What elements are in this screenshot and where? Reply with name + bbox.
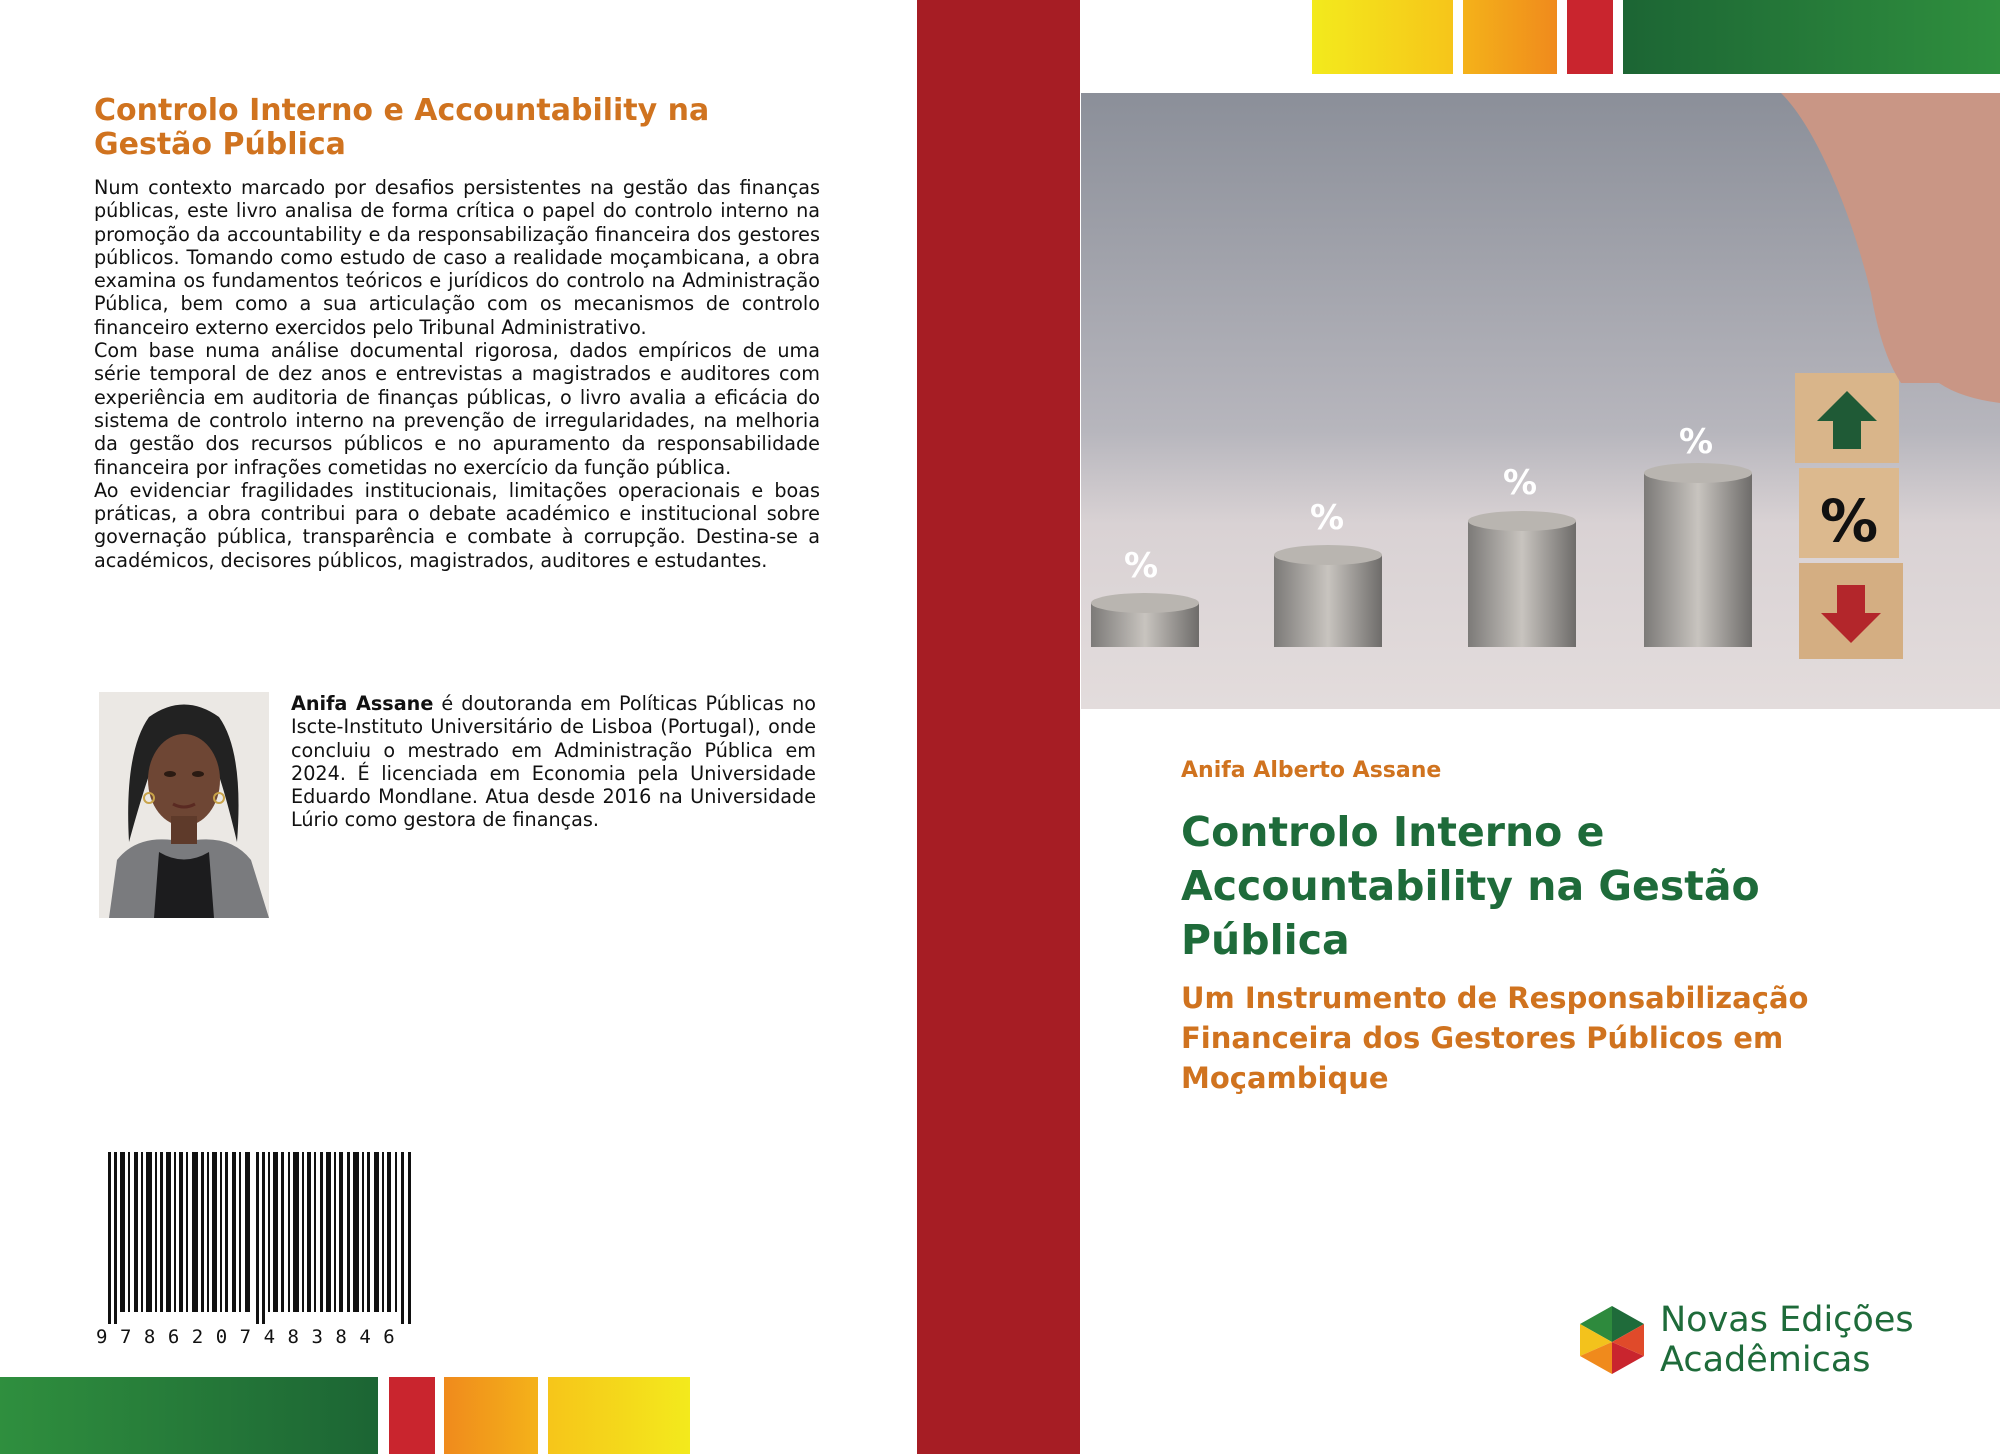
- back-cover-title: Controlo Interno e Accountability na Gestão Pública: [94, 93, 710, 162]
- coin-stack-2: [1274, 545, 1382, 647]
- blurb-paragraph-2: Com base numa análise documental rigorosa, dados empíricos de uma série temporal de dez anos e entrevistas a magistrados e auditores com experiência em auditoria de finanças públicas, o livro avalia a eficácia do sistema de controlo interno na prevenção de irregularidades, na melhoria da gestão dos recursos públicos e no apuramento da responsabilidade financeira por infrações cometidas no exercício da função pública.: [94, 339, 820, 479]
- percent-label-5: %: [1819, 487, 1879, 555]
- coin-stack-3: [1468, 511, 1576, 647]
- author-photo: [99, 692, 269, 918]
- wood-blocks: [1795, 373, 1903, 659]
- front-author: Anifa Alberto Assane: [1181, 758, 1442, 783]
- front-subtitle: Um Instrumento de Responsabilização Financeira dos Gestores Públicos em Moçambique: [1181, 981, 1809, 1095]
- author-bio-text: é doutoranda em Políticas Públicas no Iscte-Instituto Universitário de Lisboa (Portugal), onde concluiu o mestrado em Administração Pública em 2024. É licenciada em Economia pela Universidade Eduardo Mondlane. Atua desde 2016 na Universidade Lúrio como gestora de finanças.: [291, 692, 816, 832]
- publisher-name: Novas Edições Acadêmicas: [1660, 1300, 1914, 1380]
- author-bio: [291, 692, 816, 832]
- blurb-paragraph-3: Ao evidenciar fragilidades institucionais, limitações operacionais e boas práticas, a obra contribui para o debate académico e institucional sobre governação pública, transparência e combate à corrupção. Destina-se a académicos, decisores públicos, magistrados, auditores e estudantes.: [94, 478, 820, 572]
- publisher-logo: [1574, 1300, 1934, 1380]
- back-color-stripe: [0, 1377, 690, 1454]
- percent-label-1: %: [1123, 546, 1159, 586]
- book-spine: [917, 0, 1080, 1454]
- cover-photo-coins: [1081, 93, 2000, 709]
- percent-label-2: %: [1309, 498, 1345, 538]
- isbn-digits: 9786207483846: [96, 1326, 408, 1348]
- percent-label-3: %: [1502, 463, 1538, 503]
- author-bio-name: Anifa Assane: [291, 692, 434, 715]
- percent-label-4: %: [1678, 422, 1714, 462]
- barcode-bars: [108, 1152, 418, 1324]
- back-cover-blurb: [94, 176, 820, 572]
- front-title: Controlo Interno e Accountability na Gestão Pública: [1181, 808, 1760, 964]
- blurb-paragraph-1: Num contexto marcado por desafios persistentes na gestão das finanças públicas, este livro analisa de forma crítica o papel do controlo interno na promoção da accountability e da responsabilização financeira dos gestores públicos. Tomando como estudo de caso a realidade moçambicana, a obra examina os fundamentos teóricos e jurídicos do controlo na Administração Pública, bem como a sua articulação com os mecanismos de controlo financeiro externo exercidos pelo Tribunal Administrativo.: [94, 176, 820, 339]
- coin-stack-1: [1091, 593, 1199, 647]
- coin-stack-4: [1644, 463, 1752, 647]
- front-color-stripe: [1312, 0, 2000, 74]
- isbn-barcode: [96, 1148, 430, 1350]
- publisher-hexagon-icon: [1574, 1304, 1650, 1376]
